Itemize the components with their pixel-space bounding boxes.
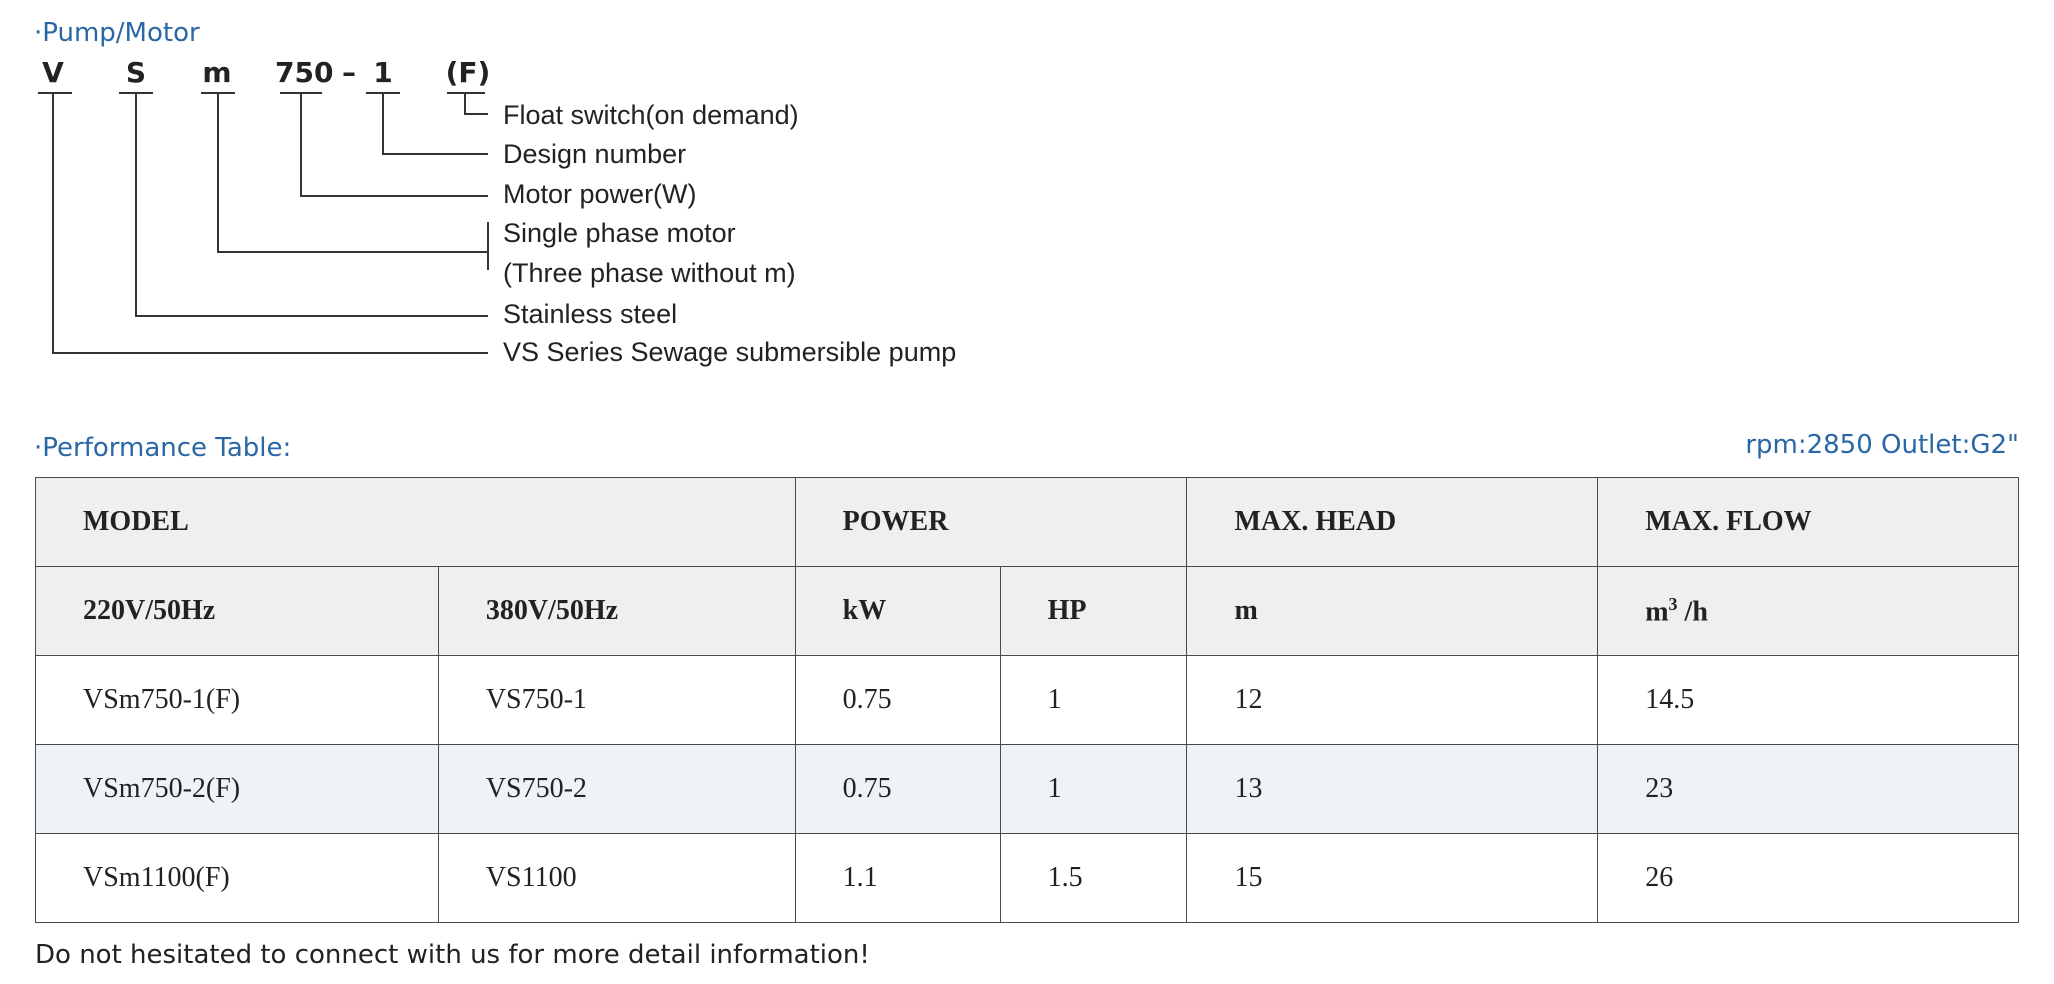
table-subheader-row — [36, 567, 2019, 656]
code-diagram-lines — [0, 0, 1000, 370]
table-row — [36, 656, 2019, 745]
subheader-380v: 380V/50Hz — [438, 567, 795, 656]
label-motor-power: Motor power(W) — [503, 179, 697, 209]
cell-model-380v: VS1100 — [438, 834, 795, 923]
table-row — [36, 834, 2019, 923]
flow-unit-exponent: 3 — [1668, 593, 1678, 614]
flow-unit-base: m — [1645, 596, 1669, 628]
code-char-float: (F) — [445, 56, 491, 89]
cell-kw: 0.75 — [795, 745, 1000, 834]
header-model: MODEL — [36, 478, 796, 567]
cell-model-220v: VSm1100(F) — [36, 834, 439, 923]
cell-max-head: 13 — [1187, 745, 1598, 834]
code-char-m: m — [202, 56, 232, 89]
label-three-phase: (Three phase without m) — [503, 258, 796, 288]
pump-motor-heading: ·Pump/Motor — [34, 18, 200, 48]
cell-hp: 1.5 — [1000, 834, 1187, 923]
label-vs-series: VS Series Sewage submersible pump — [503, 337, 957, 367]
table-header-row — [36, 478, 2019, 567]
cell-model-380v: VS750-1 — [438, 656, 795, 745]
header-max-flow: MAX. FLOW — [1598, 478, 2019, 567]
rpm-outlet-info: rpm:2850 Outlet:G2" — [1745, 430, 2019, 460]
cell-hp: 1 — [1000, 656, 1187, 745]
subheader-m: m — [1187, 567, 1598, 656]
label-design-number: Design number — [503, 139, 687, 169]
cell-hp: 1 — [1000, 745, 1187, 834]
cell-max-flow: 26 — [1598, 834, 2019, 923]
cell-max-flow: 23 — [1598, 745, 2019, 834]
label-single-phase: Single phase motor — [503, 218, 736, 248]
label-stainless-steel: Stainless steel — [503, 299, 678, 329]
cell-max-head: 15 — [1187, 834, 1598, 923]
performance-table — [35, 477, 2019, 923]
flow-unit-suffix: /h — [1677, 596, 1708, 628]
code-char-s: S — [125, 56, 147, 89]
subheader-220v: 220V/50Hz — [36, 567, 439, 656]
code-char-design: 1 — [373, 56, 393, 89]
code-char-dash: – — [342, 56, 356, 89]
subheader-hp: HP — [1000, 567, 1187, 656]
cell-kw: 1.1 — [795, 834, 1000, 923]
cell-max-flow: 14.5 — [1598, 656, 2019, 745]
code-char-v: V — [42, 56, 64, 89]
code-char-power: 750 — [275, 56, 334, 89]
performance-table-heading: ·Performance Table: — [34, 433, 292, 463]
footer-note: Do not hesitated to connect with us for more detail information! — [35, 940, 870, 970]
subheader-kw: kW — [795, 567, 1000, 656]
subheader-flow-unit — [1598, 567, 2019, 656]
cell-model-220v: VSm750-2(F) — [36, 745, 439, 834]
cell-model-220v: VSm750-1(F) — [36, 656, 439, 745]
cell-kw: 0.75 — [795, 656, 1000, 745]
cell-max-head: 12 — [1187, 656, 1598, 745]
header-max-head: MAX. HEAD — [1187, 478, 1598, 567]
label-float-switch: Float switch(on demand) — [503, 100, 799, 130]
cell-model-380v: VS750-2 — [438, 745, 795, 834]
table-row — [36, 745, 2019, 834]
header-power: POWER — [795, 478, 1187, 567]
